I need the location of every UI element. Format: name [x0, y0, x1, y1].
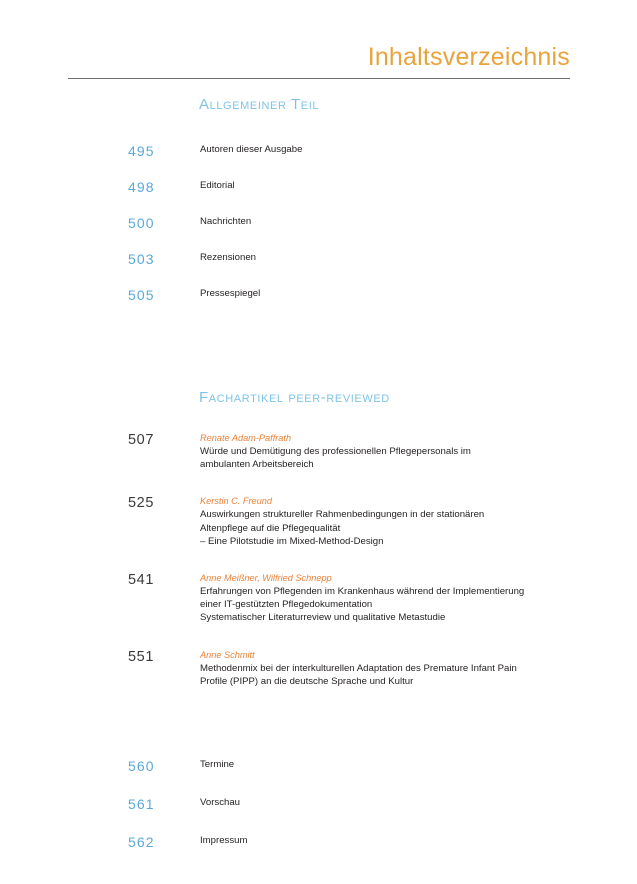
page-number: 495: [128, 143, 155, 159]
toc-entry[interactable]: [0, 143, 637, 159]
article-title-line: Methodenmix bei der interkulturellen Adaptation des Premature Infant Pain: [200, 662, 517, 674]
entry-label: Editorial: [200, 180, 235, 191]
toc-entry[interactable]: [0, 215, 637, 231]
entry-label: Termine: [200, 759, 235, 771]
entry-body: [200, 143, 637, 156]
entry-body: [200, 432, 637, 471]
section-heading-general: Allgemeiner Teil: [199, 96, 320, 113]
article-author: Kerstin C. Freund: [200, 496, 272, 507]
entry-body: [200, 215, 637, 228]
entry-label: Rezensionen: [200, 252, 257, 263]
entry-label: Pressespiegel: [200, 288, 261, 299]
article-title: [200, 662, 579, 688]
article-title-line: Systematischer Literaturreview und qualitative Metastudie: [200, 612, 446, 624]
entry-label: Autoren dieser Ausgabe: [200, 144, 303, 155]
article-title-line: Auswirkungen struktureller Rahmenbedingungen in der stationären: [200, 509, 485, 521]
page-number: 551: [128, 648, 154, 665]
article-title: [200, 508, 579, 548]
entry-body: [200, 834, 637, 847]
article-title-line: Profile (PIPP) an die deutsche Sprache und Kultur: [200, 675, 414, 687]
entry-label: Nachrichten: [200, 216, 252, 227]
page-title: Inhaltsverzeichnis: [367, 43, 570, 71]
article-title-line: Altenpflege auf die Pflegequalität: [200, 522, 341, 534]
masthead: [68, 42, 570, 79]
page-number: 500: [128, 215, 155, 231]
toc-article-entry[interactable]: [0, 649, 637, 688]
article-title-line: Würde und Demütigung des professionellen Pflegepersonals im: [200, 446, 471, 457]
masthead-divider: [68, 78, 570, 79]
tail-entry-list: [0, 758, 637, 850]
article-title: [200, 445, 579, 471]
article-entry-list: [0, 432, 637, 688]
toc-entry[interactable]: [0, 179, 637, 195]
page-number: 561: [128, 796, 155, 813]
page-number: 498: [128, 179, 155, 195]
article-title-line: ambulanten Arbeitsbereich: [200, 459, 314, 471]
toc-article-entry[interactable]: [0, 432, 637, 471]
page-number: 505: [128, 287, 155, 303]
article-title-line: – Eine Pilotstudie im Mixed-Method-Design: [200, 535, 384, 547]
toc-entry[interactable]: [0, 834, 637, 850]
page-number: 560: [128, 758, 155, 775]
entry-body: [200, 572, 637, 625]
page-number: 507: [128, 432, 154, 448]
entry-label: Vorschau: [200, 797, 241, 809]
toc-entry[interactable]: [0, 251, 637, 267]
entry-label: Impressum: [200, 835, 248, 847]
entry-body: [200, 179, 637, 192]
entry-body: [200, 758, 637, 771]
toc-entry[interactable]: [0, 758, 637, 774]
page-number: 562: [128, 834, 155, 851]
article-author: Renate Adam-Paffrath: [200, 433, 292, 443]
entry-body: [200, 287, 637, 300]
page-number: 541: [128, 572, 154, 589]
entry-body: [200, 495, 637, 548]
article-author: Anne Schmitt: [200, 649, 255, 660]
section-heading-peer-reviewed: Fachartikel peer-reviewed: [199, 389, 390, 406]
article-title-line: einer IT-gestützten Pflegedokumentation: [200, 599, 373, 611]
toc-entry[interactable]: [0, 287, 637, 303]
toc-article-entry[interactable]: [0, 495, 637, 548]
article-title: [200, 585, 579, 625]
page-number: 525: [128, 495, 154, 512]
article-title-line: Erfahrungen von Pflegenden im Krankenhaus während der Implementierung: [200, 586, 525, 598]
entry-body: [200, 251, 637, 264]
page-number: 503: [128, 251, 155, 267]
general-entry-list: [0, 143, 637, 303]
entry-body: [200, 649, 637, 688]
entry-body: [200, 796, 637, 809]
toc-article-entry[interactable]: [0, 572, 637, 625]
table-of-contents: [0, 96, 637, 850]
article-author: Anne Meißner, Wilfried Schnepp: [200, 573, 332, 584]
toc-entry[interactable]: [0, 796, 637, 812]
